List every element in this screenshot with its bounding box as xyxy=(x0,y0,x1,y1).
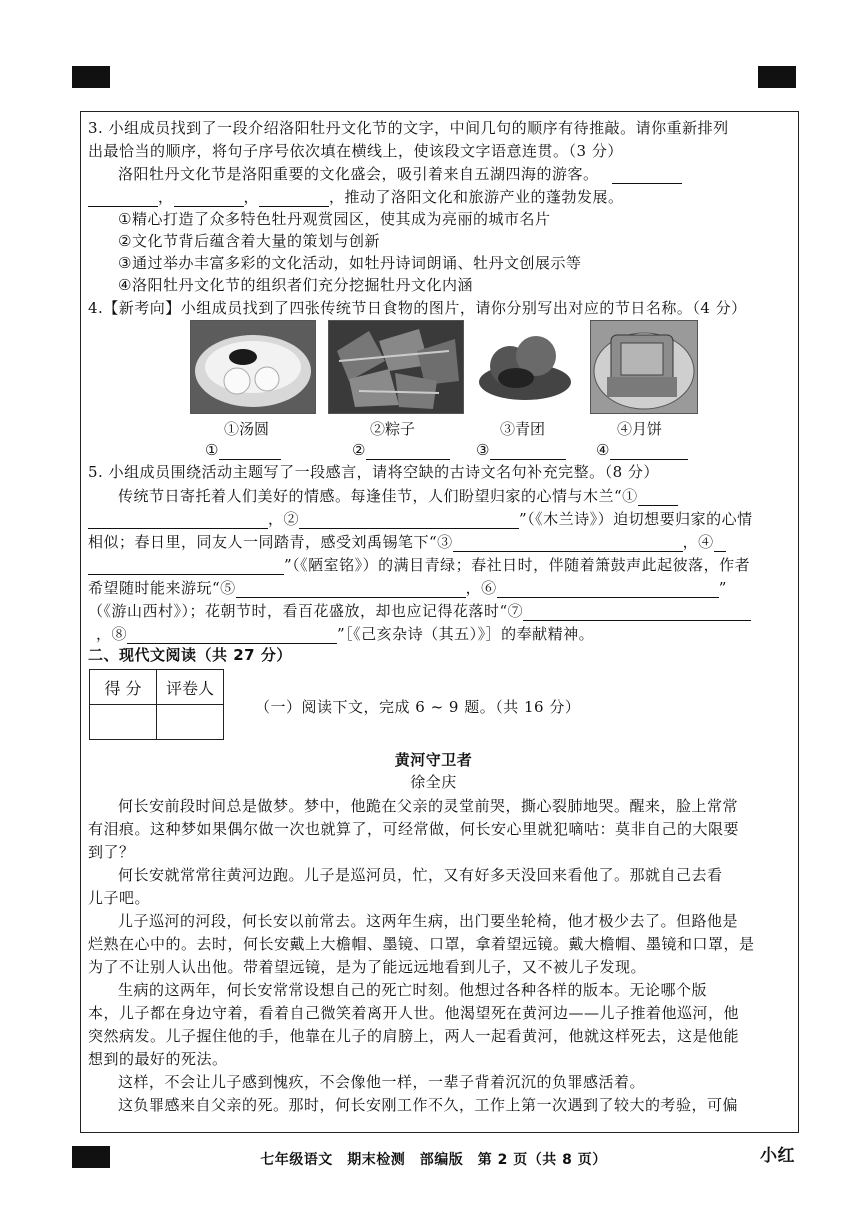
q4-answer-blank-2[interactable] xyxy=(366,444,450,460)
q3-stem-line1: 3. 小组成员找到了一段介绍洛阳牡丹文化节的文字，中间几句的顺序有待推敲。请你重新排列 xyxy=(88,119,729,137)
registration-mark-top-left xyxy=(72,66,110,88)
caption-tangyuan: ①汤圆 xyxy=(224,420,270,438)
q5-blank-8[interactable] xyxy=(127,628,337,644)
q5-text: 传统节日寄托着人们美好的情感。每逢佳节，人们盼望归家的心情与木兰“① xyxy=(118,487,638,505)
q5-text: （《游山西村》）；花朝节时，看百花盛放，却也应记得花落时“⑦ xyxy=(88,602,524,620)
article-line: 有泪痕。这种梦如果偶尔做一次也就算了，可经常做，何长安心里就犯嘀咕：莫非自己的大限要 xyxy=(88,820,740,838)
q5-p1 xyxy=(118,486,678,506)
q5-blank-5[interactable] xyxy=(236,582,466,598)
article-line: 儿子巡河的河段，何长安以前常去。这两年生病，出门要坐轮椅，他才极少去了。但路他是 xyxy=(118,912,739,930)
q4-answer-blank-4[interactable] xyxy=(610,444,688,460)
mooncake-photo xyxy=(590,320,698,414)
q4-answer-blank-3[interactable] xyxy=(490,444,566,460)
qingtuan-illustration xyxy=(476,320,574,412)
q5-text: ” xyxy=(718,579,727,597)
registration-mark-top-right xyxy=(758,66,796,88)
q5-blank-1b[interactable] xyxy=(88,513,268,529)
q5-text: ，④ xyxy=(682,533,714,551)
score-header: 得 分 xyxy=(90,670,157,705)
article-line: 烂熟在心中的。去时，何长安戴上大檐帽、墨镜、口罩，拿着望远镜。戴大檐帽、墨镜和口罩，是 xyxy=(88,935,755,953)
article-line: 何长安就常常往黄河边跑。儿子是巡河员，忙，又有好多天没回来看他了。那就自己去看 xyxy=(118,866,723,884)
comma: ， xyxy=(158,188,174,206)
q5-text: ，⑧ xyxy=(96,625,128,643)
q5-text: ”（《陋室铭》）的满目青绿；春社日时，伴随着箫鼓声此起彼落，作者 xyxy=(284,556,751,574)
article-line: 何长安前段时间总是做梦。梦中，他跪在父亲的灵堂前哭，撕心裂肺地哭。醒来，脸上常常 xyxy=(118,797,739,815)
score-table xyxy=(89,669,224,740)
page-footer: 七年级语文 期末检测 部编版 第 2 页（共 8 页） xyxy=(260,1152,607,1168)
q5-p4 xyxy=(88,555,750,575)
tangyuan-illustration xyxy=(191,321,315,413)
q5-blank-4b[interactable] xyxy=(88,559,284,575)
comma: ， xyxy=(243,188,260,206)
q3-tail-text: ，推动了洛阳文化和旅游产业的蓬勃发展。 xyxy=(329,188,624,206)
q3-answer-blank-4[interactable] xyxy=(259,191,329,207)
mark: ④ xyxy=(596,441,610,459)
q5-text: ，⑥ xyxy=(465,579,497,597)
q5-blank-3[interactable] xyxy=(453,536,683,552)
q5-blank-2[interactable] xyxy=(299,513,519,529)
q4-answer-2 xyxy=(352,440,450,460)
section2-title: 二、现代文阅读（共 27 分） xyxy=(88,646,292,664)
q4-answer-1 xyxy=(205,440,281,460)
section2-instruction: （一）阅读下文，完成 6 ~ 9 题。（共 16 分） xyxy=(255,698,581,716)
q5-p5 xyxy=(88,578,727,598)
q3-option-1: ①精心打造了众多特色牡丹观赏园区，使其成为亮丽的城市名片 xyxy=(118,210,551,228)
q5-text: ”［《己亥杂诗（其五）》］的奉献精神。 xyxy=(337,625,595,643)
q3-answer-blank-1[interactable] xyxy=(612,168,682,184)
zongzi-illustration xyxy=(329,321,463,413)
q5-p7 xyxy=(96,624,594,644)
q3-answer-blank-3[interactable] xyxy=(174,191,244,207)
brand-logo: 小红 xyxy=(760,1146,795,1166)
q5-blank-6[interactable] xyxy=(497,582,719,598)
q3-option-3: ③通过举办丰富多彩的文化活动，如牡丹诗词朗诵、牡丹文创展示等 xyxy=(118,254,582,272)
q4-answer-4 xyxy=(596,440,688,460)
mark: ③ xyxy=(476,441,490,459)
article-line: 突然病发。儿子握住他的手，他靠在儿子的肩膀上，两人一起看黄河，他就这样死去，这是他能 xyxy=(88,1027,740,1045)
q5-p3 xyxy=(88,532,726,552)
q3-option-2: ②文化节背后蕴含着大量的策划与创新 xyxy=(118,232,380,250)
q3-passage xyxy=(118,164,682,184)
q5-text: 希望随时能来游玩“⑤ xyxy=(88,579,236,597)
score-cell[interactable] xyxy=(90,705,157,740)
article-line: 儿子吧。 xyxy=(88,889,151,907)
article-title: 黄河守卫者 xyxy=(394,751,473,769)
q4-answer-blank-1[interactable] xyxy=(219,444,281,460)
q5-blank-7[interactable] xyxy=(523,605,751,621)
q3-answer-blank-2[interactable] xyxy=(88,191,158,207)
q3-option-4: ④洛阳牡丹文化节的组织者们充分挖掘牡丹文化内涵 xyxy=(118,276,473,294)
caption-mooncake: ④月饼 xyxy=(617,420,663,438)
article-line: 生病的这两年，何长安常常设想自己的死亡时刻。他想过各种各样的版本。无论哪个版 xyxy=(118,981,708,999)
q5-text: ，② xyxy=(268,510,300,528)
q5-blank-4[interactable] xyxy=(714,536,726,552)
mooncake-illustration xyxy=(591,321,697,413)
article-line: 想到的最好的死法。 xyxy=(88,1050,228,1068)
caption-zongzi: ②粽子 xyxy=(370,420,416,438)
q3-stem-line2: 出最恰当的顺序，将句子序号依次填在横线上，使该段文字语意连贯。（3 分） xyxy=(88,142,623,160)
mark: ① xyxy=(205,441,219,459)
article-line: 到了？ xyxy=(88,843,135,861)
q3-answer-line xyxy=(88,187,624,207)
q5-stem: 5. 小组成员围绕活动主题写了一段感言，请将空缺的古诗文名句补充完整。（8 分） xyxy=(88,463,659,481)
q3-passage-text: 洛阳牡丹文化节是洛阳重要的文化盛会，吸引着来自五湖四海的游客。 xyxy=(118,165,599,183)
article-line: 本，儿子都在身边守着，看着自己微笑着离开人世。他渴望死在黄河边——儿子推着他巡河，他 xyxy=(88,1004,740,1022)
qingtuan-photo xyxy=(476,320,574,412)
q4-stem: 4.【新考向】小组成员找到了四张传统节日食物的图片，请你分别写出对应的节日名称。（4 分） xyxy=(88,299,747,317)
zongzi-photo xyxy=(328,320,464,414)
q5-text: 相似；春日里，同友人一同踏青，感受刘禹锡笔下“③ xyxy=(88,533,453,551)
q5-p6 xyxy=(88,601,751,621)
q5-p2 xyxy=(88,509,753,529)
q4-answer-3 xyxy=(476,440,566,460)
q5-text: ”（《木兰诗》）迫切想要归家的心情 xyxy=(519,510,753,528)
caption-qingtuan: ③青团 xyxy=(500,420,546,438)
mark: ② xyxy=(352,441,366,459)
q5-blank-1[interactable] xyxy=(638,490,678,506)
grader-cell[interactable] xyxy=(157,705,224,740)
article-line: 这样，不会让儿子感到愧疚，不会像他一样，一辈子背着沉沉的负罪感活着。 xyxy=(118,1073,646,1091)
article-author: 徐全庆 xyxy=(410,773,457,791)
article-line: 这负罪感来自父亲的死。那时，何长安刚工作不久，工作上第一次遇到了较大的考验，可偏 xyxy=(118,1096,739,1114)
tangyuan-photo xyxy=(190,320,316,414)
grader-header: 评卷人 xyxy=(157,670,224,705)
article-line: 为了不让别人认出他。带着望远镜，是为了能远远地看到儿子，又不被儿子发现。 xyxy=(88,958,647,976)
